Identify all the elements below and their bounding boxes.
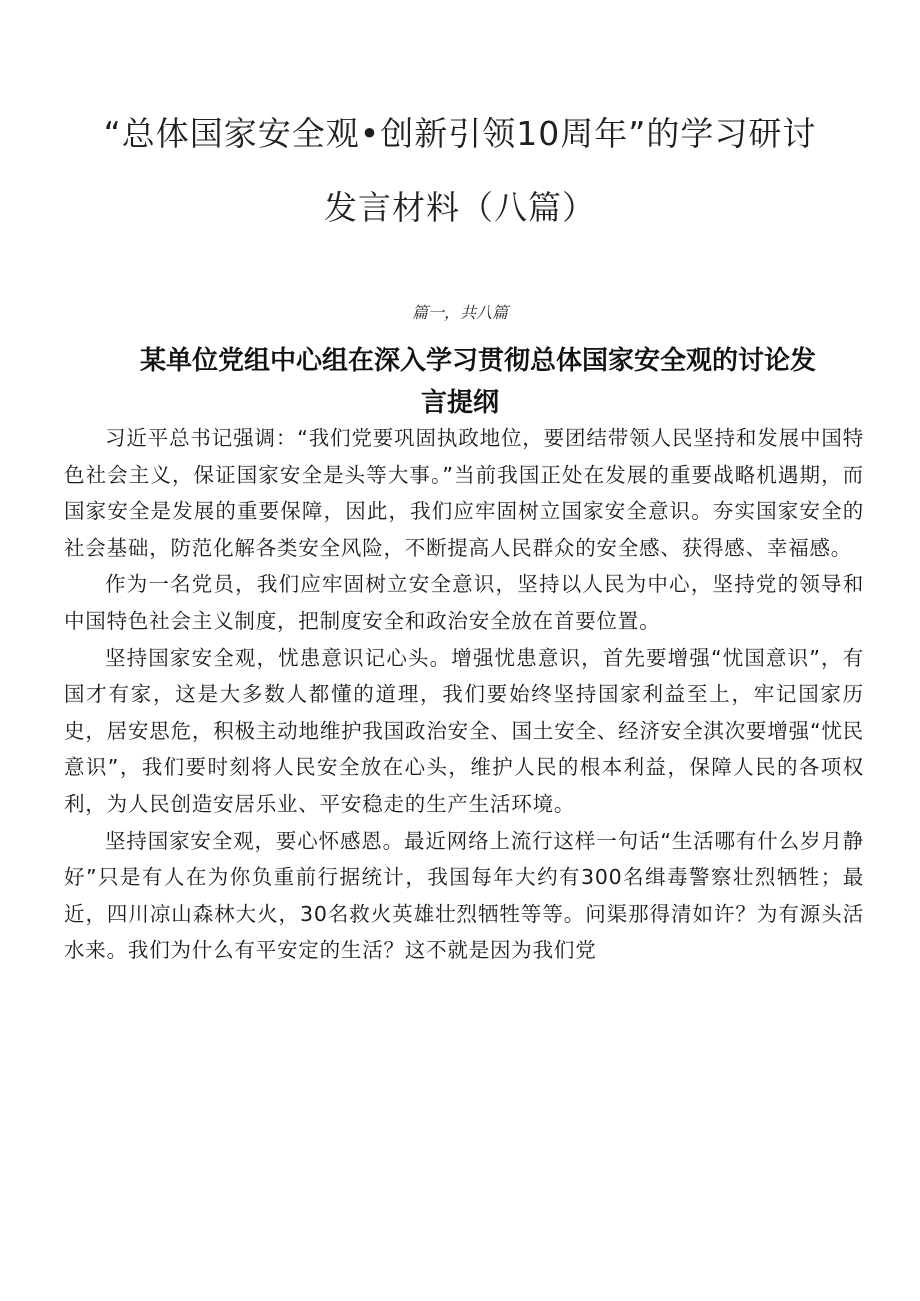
body-paragraph-3: 坚持国家安全观，忧患意识记心头。增强忧患意识，首先要增强“忧国意识”，有国才有家，这是大多数人都懂的道理，我们要始终坚持国家利益至上，牢记国家历史，居安思危，积极主动地维护我国政治安全、国土安全、经济安全淇次要增强“忧民意识”，我们要时刻将人民安全放在心头，维护人民的根本利益，保障人民的各项权利，为人民创造安居乐业、平安稳走的生产生活环境。 bbox=[64, 645, 864, 816]
section-label: 篇一，共八篇 bbox=[411, 303, 508, 322]
document-title-line-1: “总体国家安全观•创新引领10周年”的学习研讨 bbox=[103, 114, 817, 153]
article-body bbox=[64, 420, 864, 969]
article-title-line-2: 言提纲 bbox=[420, 388, 499, 418]
document-title-line-2: 发言材料（八篇） bbox=[324, 188, 596, 227]
body-paragraph-4: 坚持国家安全观，要心怀感恩。最近网络上流行这样一句话“生活哪有什么岁月静好”只是有人在为你负重前行据统计，我国每年大约有300名缉毒警察壮烈牺牲；最近，四川凉山森林大火，30名救火英雄壮烈牺牲等等。问渠那得清如许？为有源头活水来。我们为什么有平安定的生活？这不就是因为我们党 bbox=[64, 828, 864, 963]
article-title-line-1: 某单位党组中心组在深入学习贯彻总体国家安全观的讨论发 bbox=[139, 346, 816, 376]
body-paragraph-1: 习近平总书记强调：“我们党要巩固执政地位，要团结带领人民坚持和发展中国特色社会主义，保证国家安全是头等大事。”当前我国正处在发展的重要战略机遇期，而国家安全是发展的重要保障，因此，我们应牢固树立国家安全意识。夯实国家安全的社会基础，防范化解各类安全风险，不断提高人民群众的安全感、获得感、幸福感。 bbox=[64, 426, 864, 560]
body-paragraph-2: 作为一名党员，我们应牢固树立安全意识，坚持以人民为中心，坚持党的领导和中国特色社会主义制度，把制度安全和政治安全放在首要位置。 bbox=[64, 572, 864, 633]
